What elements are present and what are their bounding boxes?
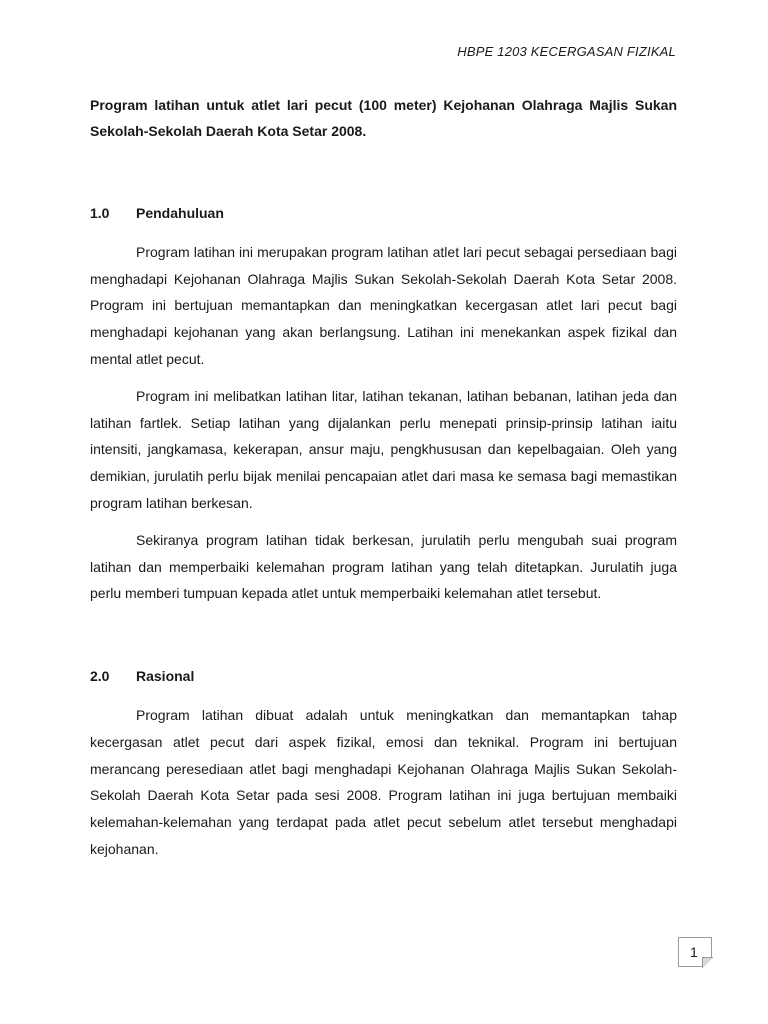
section-number: 2.0 bbox=[90, 668, 110, 685]
section-pendahuluan bbox=[90, 200, 677, 607]
document-title: Program latihan untuk atlet lari pecut (100 meter) Kejohanan Olahraga Majlis Sukan Sekolah-Sekolah Daerah Kota Setar 2008. bbox=[90, 97, 677, 139]
document-body bbox=[90, 92, 677, 873]
running-header: HBPE 1203 KECERGASAN FIZIKAL bbox=[457, 44, 676, 59]
page-number-box bbox=[678, 937, 712, 967]
page-curl-icon bbox=[702, 957, 713, 968]
section-heading bbox=[90, 200, 677, 227]
section-rasional bbox=[90, 663, 677, 863]
paragraph: Program latihan ini merupakan program latihan atlet lari pecut sebagai persediaan bagi menghadapi Kejohanan Olahraga Majlis Sukan Sekolah-Sekolah Daerah Kota Setar 2008. Program ini bertujuan memantapkan dan meningkatkan kecergasan atlet lari pecut bagi menghadapi kejohanan yang akan berlangsung. Latihan ini menekankan aspek fizikal dan mental atlet pecut. bbox=[90, 243, 677, 367]
paragraph: Program ini melibatkan latihan litar, latihan tekanan, latihan bebanan, latihan jeda dan latihan fartlek. Setiap latihan yang dijalankan perlu menepati prinsip-prinsip latihan iaitu intensiti, jangkamasa, kekerapan, ansur maju, pengkhususan dan kepelbagaian. Oleh yang demikian, jurulatih perlu bijak menilai pencapaian atlet dari masa ke semasa bagi memastikan program latihan berkesan. bbox=[90, 387, 677, 511]
paragraph: Sekiranya program latihan tidak berkesan, jurulatih perlu mengubah suai program latihan dan memperbaiki kelemahan program latihan yang telah ditetapkan. Jurulatih juga perlu memberi tumpuan kepada atlet untuk memperbaiki kelemahan atlet tersebut. bbox=[90, 531, 677, 602]
paragraph: Program latihan dibuat adalah untuk meningkatkan dan memantapkan tahap kecergasan atlet pecut dari aspek fizikal, emosi dan teknikal. Program ini bertujuan merancang peresediaan atlet bagi menghadapi Kejohanan Olahraga Majlis Sukan Sekolah-Sekolah Daerah Kota Setar pada sesi 2008. Program latihan ini juga bertujuan membaiki kelemahan-kelemahan yang terdapat pada atlet pecut sebelum atlet tersebut menghadapi kejohanan. bbox=[90, 706, 677, 857]
section-title: Rasional bbox=[136, 668, 195, 685]
section-number: 1.0 bbox=[90, 205, 110, 221]
section-title: Pendahuluan bbox=[136, 205, 224, 221]
section-heading bbox=[90, 663, 677, 690]
page-number: 1 bbox=[690, 944, 698, 960]
